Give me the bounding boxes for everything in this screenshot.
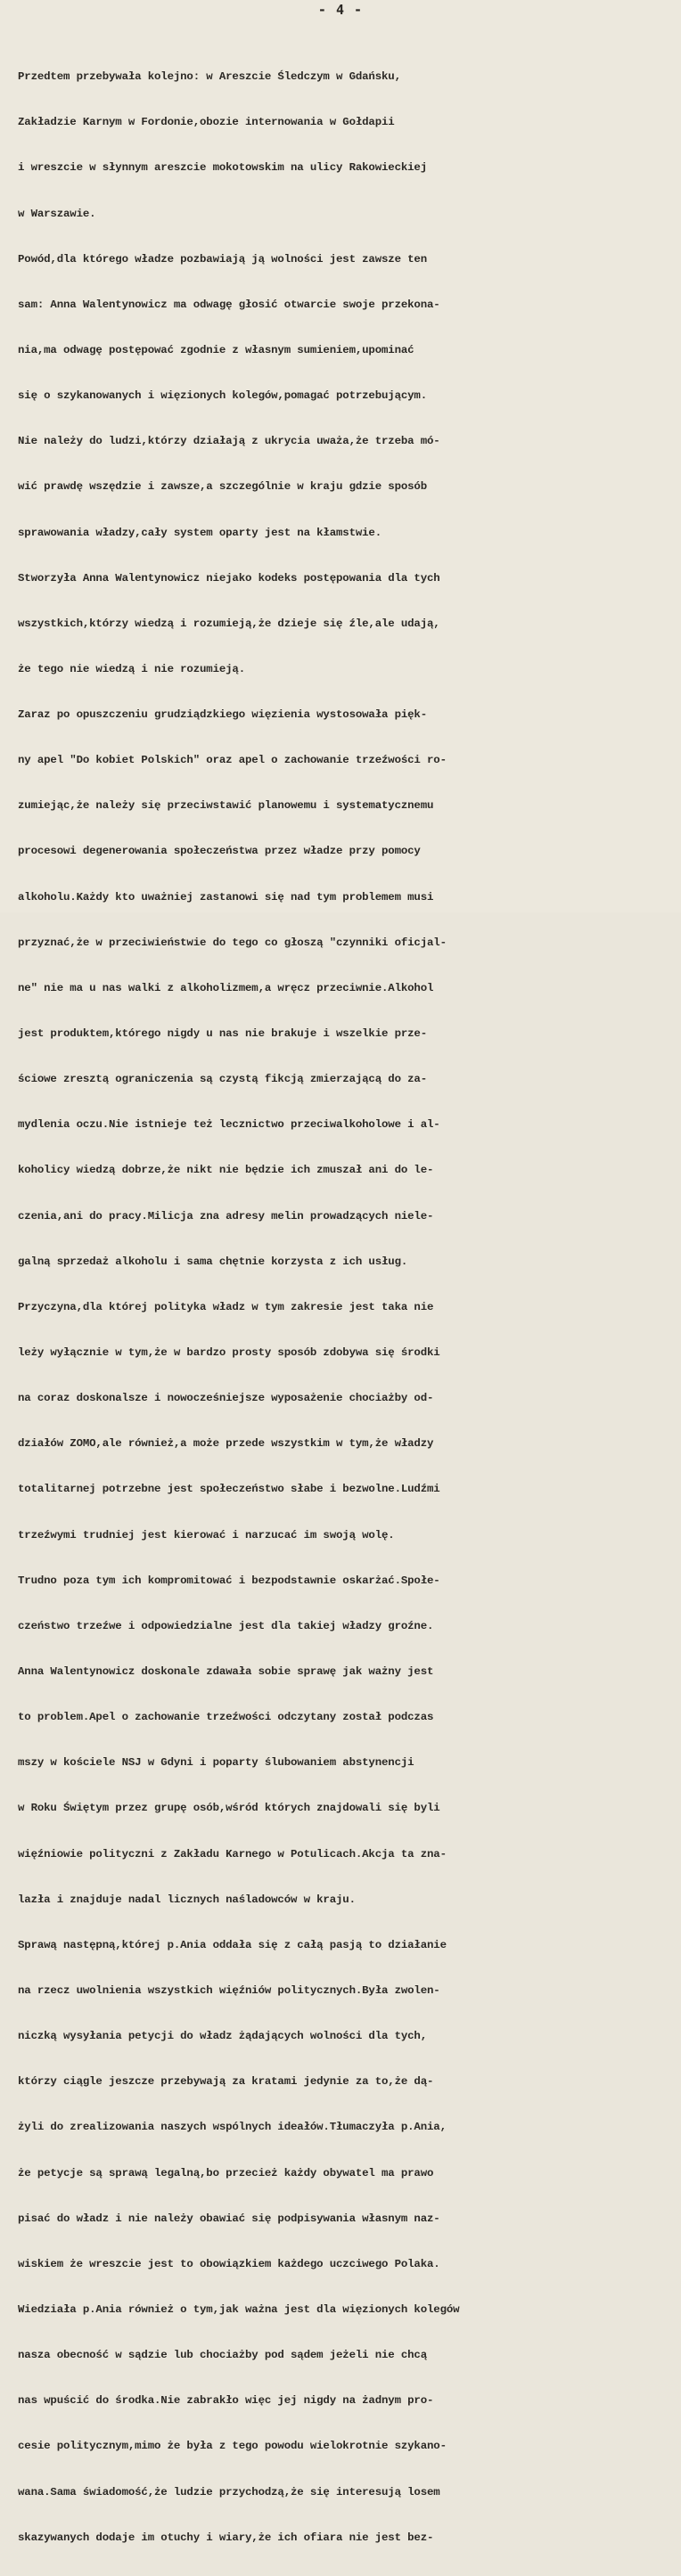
text-line: Przyczyna,dla której polityka władz w tym zakresie jest taka nie (18, 1300, 434, 1313)
text-line: na rzecz uwolnienia wszystkich więźniów politycznych.Była zwolen- (18, 1984, 440, 1997)
text-line: Zakładzie Karnym w Fordonie,obozie internowania w Gołdapii (18, 116, 395, 129)
text-line: Wiedziała p.Ania również o tym,jak ważna jest dla więzionych kolegów (18, 2302, 460, 2316)
text-line: czeństwo trzeźwe i odpowiedzialne jest dla takiej władzy groźne. (18, 1619, 434, 1632)
page-number: - 4 - (317, 2, 364, 18)
text-line: ściowe zresztą ograniczenia są czystą fikcją zmierzającą do za- (18, 1073, 427, 1086)
text-line: przyznać,że w przeciwieństwie do tego co głoszą "czynniki oficjal- (18, 936, 447, 949)
text-line: zumiejąc,że należy się przeciwstawić planowemu i systematycznemu (18, 799, 434, 813)
text-line: nasza obecność w sądzie lub chociażby pod sądem jeżeli nie chcą (18, 2349, 427, 2362)
text-line: to problem.Apel o zachowanie trzeźwości odczytany został podczas (18, 1711, 434, 1724)
text-line: którzy ciągle jeszcze przebywają za kratami jedynie za to,że dą- (18, 2075, 434, 2089)
text-line: Stworzyła Anna Walentynowicz niejako kodeks postępowania dla tych (18, 571, 440, 585)
text-line: się o szykanowanych i więzionych kolegów,pomagać potrzebującym. (18, 389, 427, 403)
text-line: ne" nie ma u nas walki z alkoholizmem,a wręcz przeciwnie.Alkohol (18, 981, 434, 994)
text-line: w Warszawie. (18, 207, 96, 220)
text-line: wiskiem że wreszcie jest to obowiązkiem każdego uczciwego Polaka. (18, 2257, 440, 2270)
text-line: Zaraz po opuszczeniu grudziądzkiego więzienia wystosowała pięk- (18, 708, 427, 722)
text-line: ny apel "Do kobiet Polskich" oraz apel o zachowanie trzeźwości ro- (18, 754, 447, 767)
text-line: żyli do zrealizowania naszych wspólnych ideałów.Tłumaczyła p.Ania, (18, 2121, 447, 2134)
text-line: sam: Anna Walentynowicz ma odwagę głosić otwarcie swoje przekona- (18, 298, 440, 311)
text-line: totalitarnej potrzebne jest społeczeństwo słabe i bezwolne.Ludźmi (18, 1483, 440, 1496)
text-line: cesie politycznym,mimo że była z tego powodu wielokrotnie szykano- (18, 2440, 447, 2453)
text-line: Powód,dla którego władze pozbawiają ją wolności jest zawsze ten (18, 252, 427, 266)
text-line: trzeźwymi trudniej jest kierować i narzucać im swoją wolę. (18, 1528, 395, 1542)
text-line: że petycje są sprawą legalną,bo przecież każdy obywatel ma prawo (18, 2166, 434, 2179)
text-line: wana.Sama świadomość,że ludzie przychodzą,że się interesują losem (18, 2485, 440, 2498)
text-line: sprawowania władzy,cały system oparty jest na kłamstwie. (18, 526, 382, 539)
text-line: działów ZOMO,ale również,a może przede wszystkim w tym,że władzy (18, 1437, 434, 1451)
text-line: jest produktem,którego nigdy u nas nie brakuje i wszelkie prze- (18, 1027, 427, 1041)
text-line: koholicy wiedzą dobrze,że nikt nie będzie ich zmuszał ani do le- (18, 1164, 434, 1177)
text-line: Przedtem przebywała kolejno: w Areszcie Śledczym w Gdańsku, (18, 70, 401, 84)
text-line: lazła i znajduje nadal licznych naśladowców w kraju. (18, 1893, 356, 1906)
text-line: Trudno poza tym ich kompromitować i bezpodstawnie oskarżać.Społe- (18, 1574, 440, 1587)
text-line: nia,ma odwagę postępować zgodnie z własnym sumieniem,upominać (18, 343, 414, 356)
text-line: pisać do władz i nie należy obawiać się podpisywania własnym naz- (18, 2212, 440, 2225)
text-line: niczką wysyłania petycji do władz żądających wolności dla tych, (18, 2030, 427, 2043)
text-line: galną sprzedaż alkoholu i sama chętnie korzysta z ich usług. (18, 1255, 408, 1268)
typewritten-body (18, 39, 673, 2576)
text-line: na coraz doskonalsze i nowocześniejsze wyposażenie chociażby od- (18, 1392, 434, 1405)
text-line: Anna Walentynowicz doskonale zdawała sobie sprawę jak ważny jest (18, 1665, 434, 1679)
text-line: leży wyłącznie w tym,że w bardzo prosty sposób zdobywa się środki (18, 1346, 440, 1360)
text-line: i wreszcie w słynnym areszcie mokotowskim na ulicy Rakowieckiej (18, 161, 427, 175)
text-line: że tego nie wiedzą i nie rozumieją. (18, 662, 245, 675)
text-line: więźniowie polityczni z Zakładu Karnego w Potulicach.Akcja ta zna- (18, 1847, 447, 1860)
text-line: wszystkich,którzy wiedzą i rozumieją,że dzieje się źle,ale udają, (18, 617, 440, 630)
text-line: mszy w kościele NSJ w Gdyni i poparty ślubowaniem abstynencji (18, 1756, 414, 1770)
text-line: w Roku Świętym przez grupę osób,wśród których znajdowali się byli (18, 1802, 440, 1815)
text-line: Nie należy do ludzi,którzy działają z ukrycia uważa,że trzeba mó- (18, 435, 440, 448)
text-line: nas wpuścić do środka.Nie zabrakło więc jej nigdy na żadnym pro- (18, 2394, 434, 2408)
text-line: alkoholu.Każdy kto uważniej zastanowi się nad tym problemem musi (18, 890, 434, 904)
text-line: skazywanych dodaje im otuchy i wiary,że ich ofiara nie jest bez- (18, 2531, 434, 2544)
text-line: Sprawą następną,której p.Ania oddała się z całą pasją to działanie (18, 1938, 447, 1951)
text-line: wić prawdę wszędzie i zawsze,a szczególnie w kraju gdzie sposób (18, 480, 427, 494)
text-line: procesowi degenerowania społeczeństwa przez władze przy pomocy (18, 845, 421, 858)
text-line: mydlenia oczu.Nie istnieje też lecznictwo przeciwalkoholowe i al- (18, 1118, 440, 1132)
text-line: czenia,ani do pracy.Milicja zna adresy melin prowadzących niele- (18, 1209, 434, 1223)
